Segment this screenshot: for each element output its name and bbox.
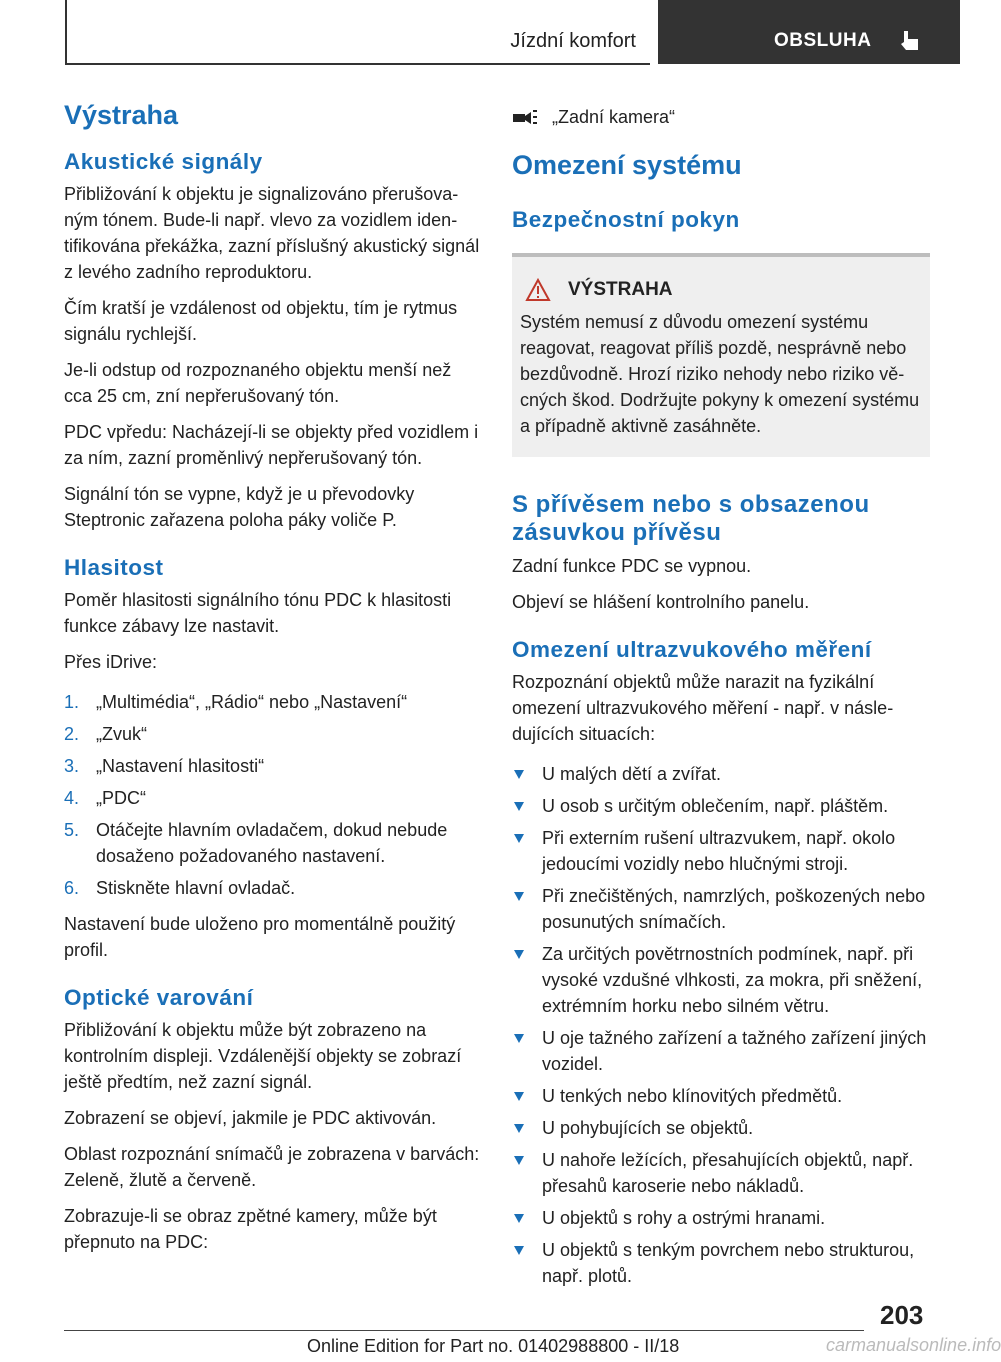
paragraph: Zobrazení se objeví, jakmile je PDC aktivován.: [64, 1108, 437, 1128]
chapter-tab-label: OBSLUHA: [774, 30, 872, 51]
list-item: U oje tažného zařízení a tažného zařízení jiných vozidel.: [512, 1025, 930, 1077]
heading-optical-warning: Optické varování: [64, 985, 254, 1010]
left-column: [64, 100, 482, 1265]
paragraph: Čím kratší je vzdálenost od objektu, tím je rytmus signálu rychlejší.: [64, 298, 458, 344]
rear-camera-line: [512, 104, 930, 130]
chapter-tab: [658, 0, 960, 64]
warning-triangle-icon: [526, 279, 550, 301]
paragraph: PDC vpředu: Nacházejí-li se objekty před vozidlem i za ním, zazní proměnlivý nepřerušovaný tón.: [64, 422, 479, 468]
list-item: 1. „Multimédia“, „Rádio“ nebo „Nastavení“: [64, 692, 408, 712]
list-item: U objektů s tenkým povrchem nebo strukturou, např. plotů.: [512, 1237, 930, 1289]
warning-text: Systém nemusí z důvodu omezení systému reagovat, reagovat příliš pozdě, nesprávně nebo bezdůvodně. Hrozí riziko nehody nebo riziko věcných škod. Dodržujte pokyny k omezení systému a případně aktivně zasáhněte.: [520, 312, 920, 436]
list-item: Při externím rušení ultrazvukem, např. okolo jedoucími vozidly nebo hlučnými stroji.: [512, 825, 930, 877]
bullet-triangle-icon: [514, 950, 524, 959]
heading-safety-note: Bezpečnostní pokyn: [512, 207, 740, 232]
bullet-triangle-icon: [514, 1124, 524, 1133]
idrive-steps: [64, 689, 482, 901]
edition-text: Online Edition for Part no. 01402988800 - II/18: [307, 1336, 680, 1356]
paragraph: Zobrazuje-li se obraz zpětné kamery, může být přepnuto na PDC:: [64, 1206, 437, 1252]
list-item: 2. „Zvuk“: [64, 724, 147, 744]
section-title: Jízdní komfort: [510, 30, 636, 52]
warning-header: VÝSTRAHA: [520, 279, 922, 301]
camera-menu-label: „Zadní kamera“: [552, 107, 676, 127]
bullet-triangle-icon: [514, 770, 524, 779]
paragraph: Přibližování k objektu je signalizováno přerušovaným tónem. Bude-li např. vlevo za vozidlem identifikována překážka, zazní příslušný akustický signál z levého zadního reproduktoru.: [64, 184, 480, 282]
warning-box: [512, 253, 930, 457]
paragraph: Zadní funkce PDC se vypnou.: [512, 556, 752, 576]
paragraph: Nastavení bude uloženo pro momentálně použitý profil.: [64, 914, 456, 960]
bullet-triangle-icon: [514, 1214, 524, 1223]
bullet-triangle-icon: [514, 892, 524, 901]
list-item: U nahoře ležících, přesahujících objektů, např. přesahů karoserie nebo nákladů.: [512, 1147, 930, 1199]
list-item: U pohybujících se objektů.: [512, 1115, 930, 1141]
heading-system-limits: Omezení systému: [512, 150, 742, 180]
heading-warning: Výstraha: [64, 100, 179, 130]
list-item: U malých dětí a zvířat.: [512, 761, 930, 787]
footer-rule: [64, 1330, 864, 1331]
list-item: U tenkých nebo klínovitých předmětů.: [512, 1083, 930, 1109]
header-bottom-rule: [65, 63, 650, 65]
paragraph: Poměr hlasitosti signálního tónu PDC k hlasitosti funkce zábavy lze nastavit.: [64, 590, 452, 636]
header-left-rule: [65, 0, 67, 64]
list-item: U objektů s rohy a ostrými hranami.: [512, 1205, 930, 1231]
paragraph: Objeví se hlášení kontrolního panelu.: [512, 592, 810, 612]
paragraph: Oblast rozpoznání snímačů je zobrazena v barvách: Zeleně, žlutě a červeně.: [64, 1144, 480, 1190]
bullet-triangle-icon: [514, 834, 524, 843]
page-number: 203: [880, 1300, 924, 1330]
list-item: 3. „Nastavení hlasitosti“: [64, 756, 265, 776]
list-item: Při znečištěných, namrzlých, poškozených nebo posunutých snímačích.: [512, 883, 930, 935]
list-item: Za určitých povětrnostních podmínek, např. při vysoké vzdušné vlhkosti, za mokra, při sněžení, extrémním horku nebo silném větru.: [512, 941, 930, 1019]
heading-volume: Hlasitost: [64, 555, 164, 580]
bullet-triangle-icon: [514, 1156, 524, 1165]
bullet-triangle-icon: [514, 1246, 524, 1255]
paragraph: Rozpoznání objektů může narazit na fyzikální omezení ultrazvukového měření - např. v následujících situacích:: [512, 672, 894, 744]
right-column: [512, 104, 930, 1295]
list-item: 6. Stiskněte hlavní ovladač.: [64, 878, 296, 898]
bullet-triangle-icon: [514, 1034, 524, 1043]
bullet-triangle-icon: [514, 802, 524, 811]
heading-trailer: S přívěsem nebo s obsazenou zásuvkou přívěsu: [512, 491, 870, 546]
bullet-triangle-icon: [514, 1092, 524, 1101]
paragraph: Přibližování k objektu může být zobrazeno na kontrolním displeji. Vzdálenější objekty se zobrazí ještě předtím, než zazní signál.: [64, 1020, 462, 1092]
paragraph: Přes iDrive:: [64, 652, 158, 672]
heading-ultrasonic-limits: Omezení ultrazvukového měření: [512, 637, 872, 662]
heading-acoustic-signals: Akustické signály: [64, 149, 263, 174]
list-item: 4. „PDC“: [64, 788, 146, 808]
list-item: 5. Otáčejte hlavním ovladačem, dokud nebude dosaženo požadovaného nastavení.: [64, 820, 448, 866]
limitations-list: [512, 761, 930, 1289]
paragraph: Signální tón se vypne, když je u převodovky Steptronic zařazena poloha páky voliče P.: [64, 484, 415, 530]
page-header: [0, 0, 960, 66]
camera-car-icon: [512, 107, 538, 127]
hand-pointer-icon: [896, 28, 922, 54]
paragraph: Je-li odstup od rozpoznaného objektu menší než cca 25 cm, zní nepřerušovaný tón.: [64, 360, 452, 406]
list-item: U osob s určitým oblečením, např. pláštěm.: [512, 793, 930, 819]
watermark-text[interactable]: carmanualsonline.info: [826, 1335, 1001, 1355]
